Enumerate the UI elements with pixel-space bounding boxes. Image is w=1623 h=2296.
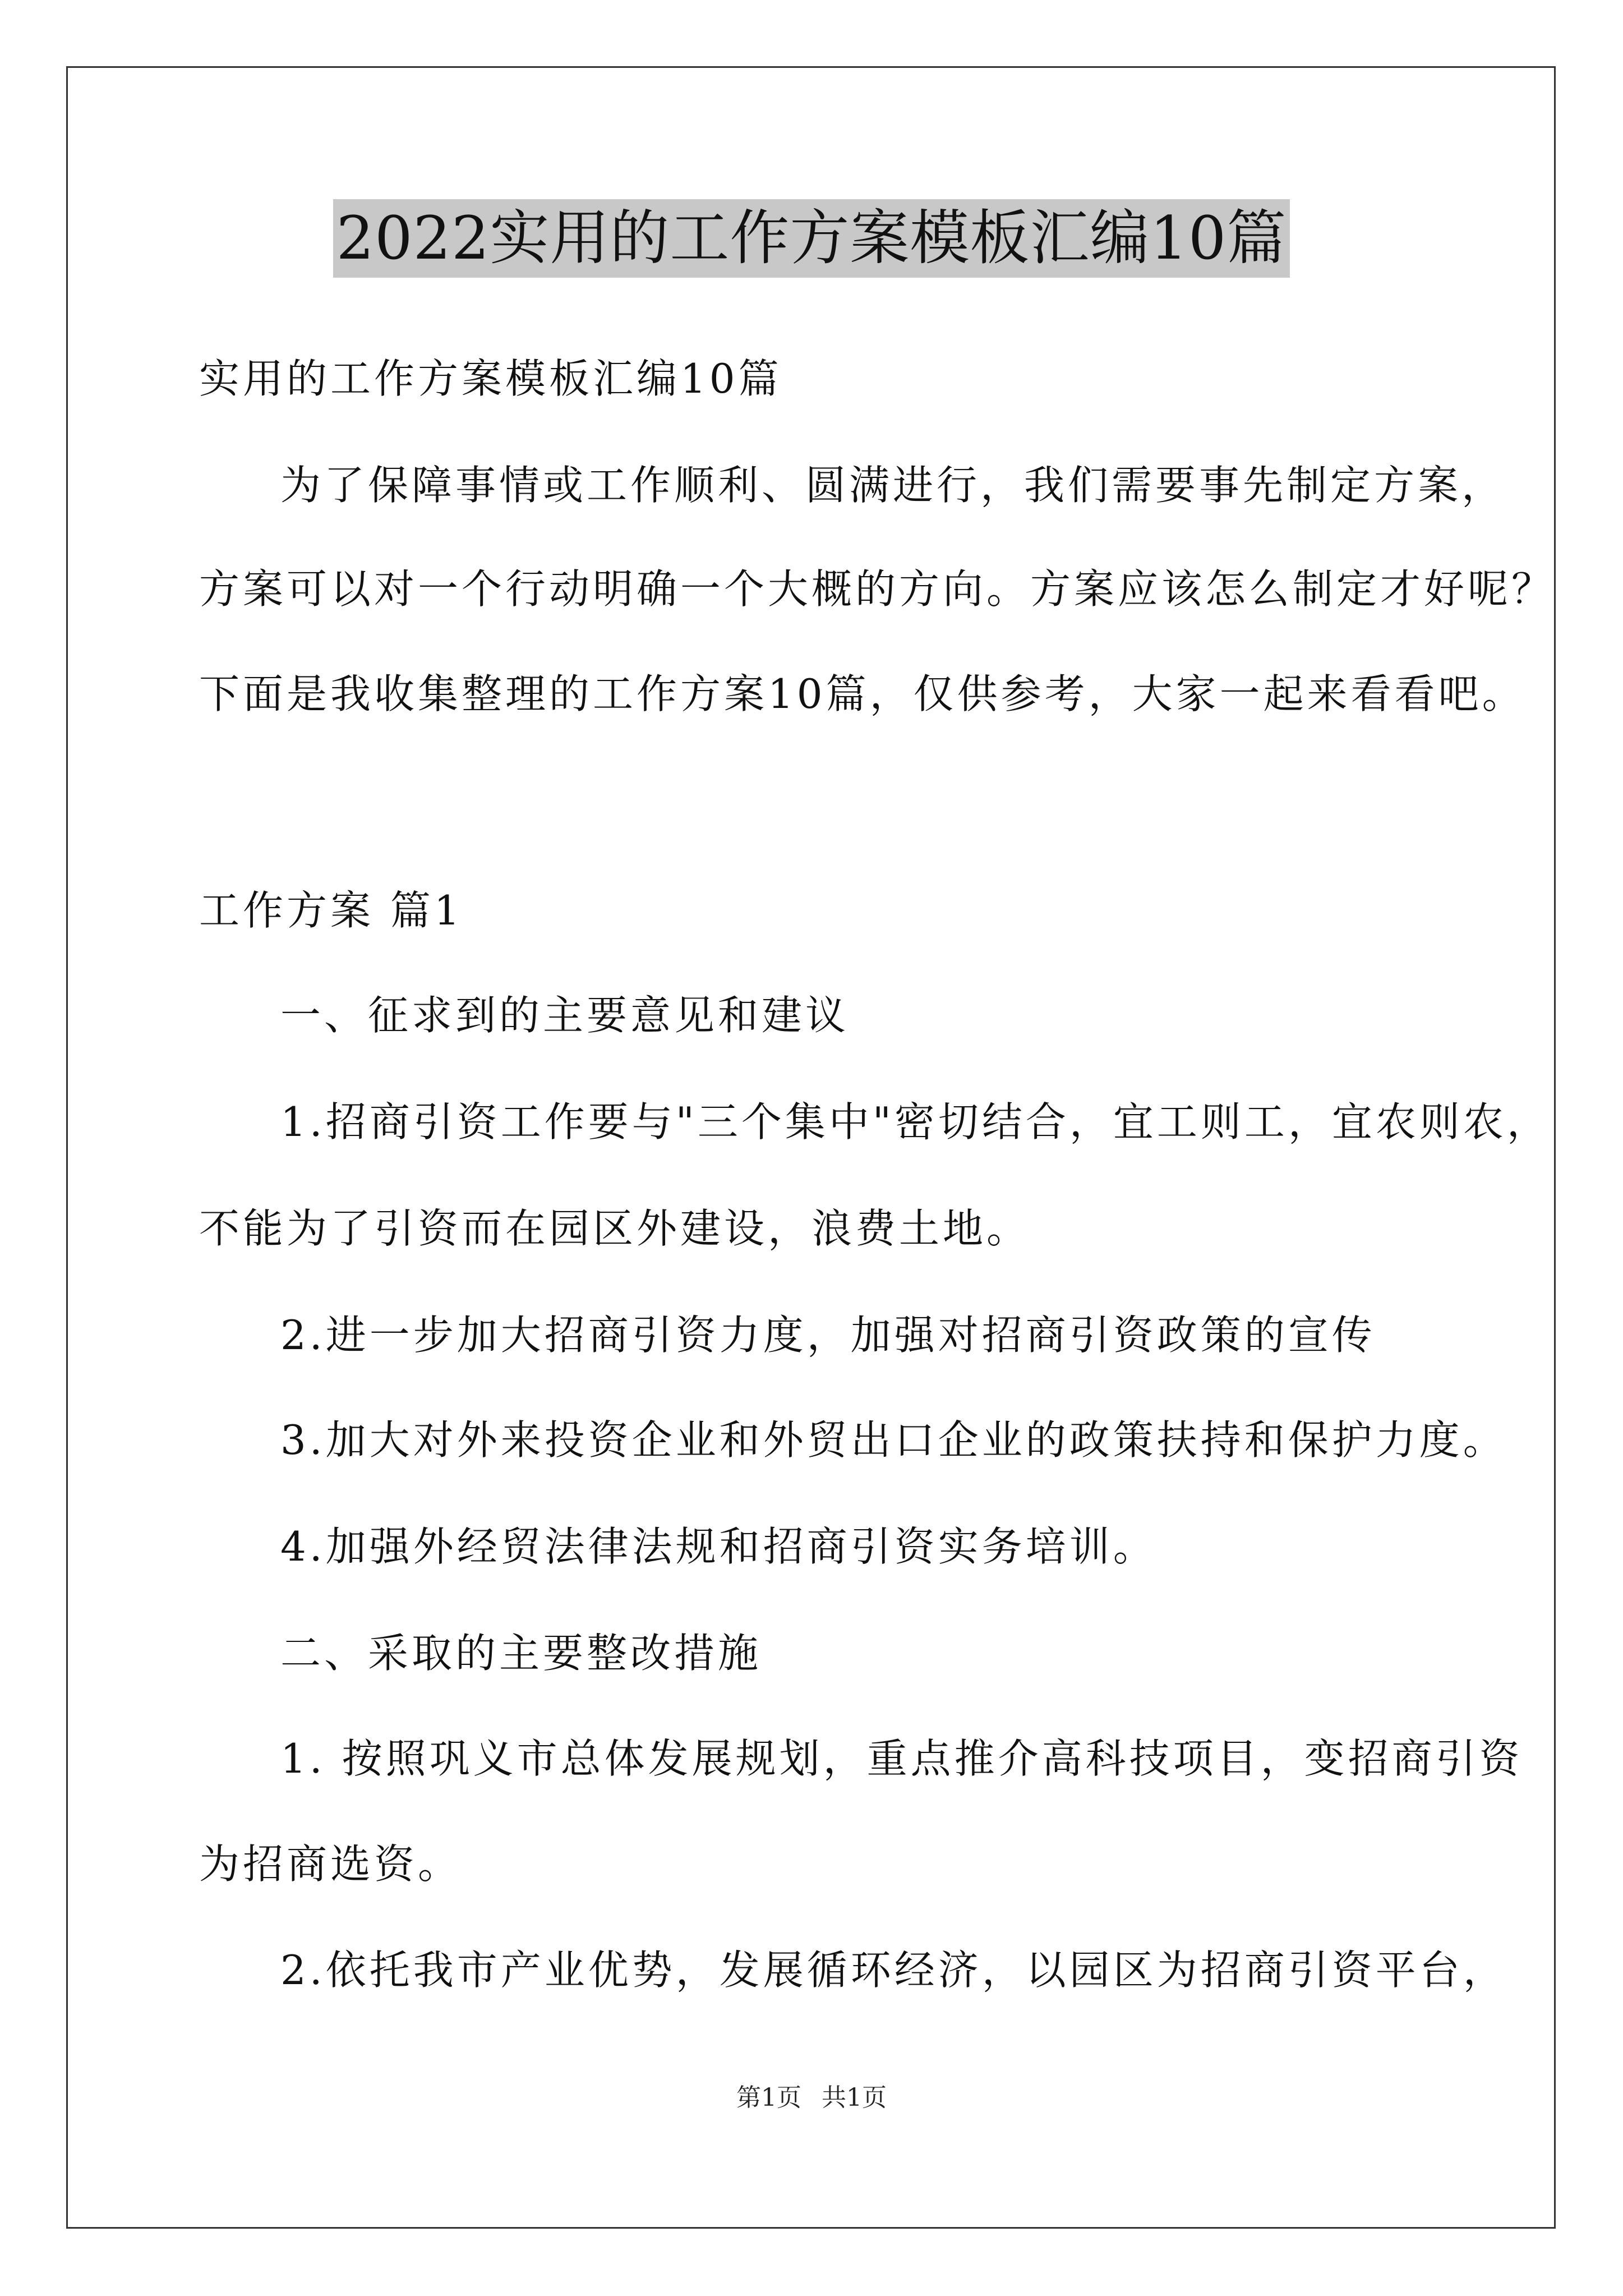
intro-line-1: 为了保障事情或工作顺利、圆满进行，我们需要事先制定方案， [280, 462, 1506, 509]
document-title: 2022实用的工作方案模板汇编10篇 [333, 199, 1290, 278]
paragraph-line: 2.进一步加大招商引资力度，加强对招商引资政策的宣传 [280, 1312, 1376, 1359]
page-total: 共1页 [822, 2083, 887, 2112]
intro-line-3: 下面是我收集整理的工作方案10篇，仅供参考，大家一起来看看吧。 [199, 670, 1526, 717]
paragraph-line: 不能为了引资而在园区外建设，浪费土地。 [199, 1205, 1031, 1252]
paragraph-line: 3.加大对外来投资企业和外贸出口企业的政策扶持和保护力度。 [280, 1416, 1507, 1464]
paragraph-line: 为招商选资。 [199, 1841, 462, 1888]
intro-line-2: 方案可以对一个行动明确一个大概的方向。方案应该怎么制定才好呢？ [199, 565, 1556, 613]
section-heading: 工作方案 篇1 [199, 887, 463, 934]
heading-opinions: 一、征求到的主要意见和建议 [280, 992, 850, 1039]
paragraph-line: 2.依托我市产业优势，发展循环经济，以园区为招商引资平台， [280, 1947, 1507, 1994]
title-wrap [0, 199, 1623, 278]
page-footer [0, 2081, 1623, 2115]
page-number: 第1页 [736, 2083, 801, 2112]
paragraph-line: 1. 按照巩义市总体发展规划，重点推介高科技项目，变招商引资 [280, 1735, 1523, 1782]
subtitle-line: 实用的工作方案模板汇编10篇 [199, 355, 782, 402]
paragraph-line: 4.加强外经贸法律法规和招商引资实务培训。 [280, 1523, 1157, 1570]
paragraph-line: 1.招商引资工作要与"三个集中"密切结合，宜工则工，宜农则农， [280, 1098, 1551, 1145]
heading-measures: 二、采取的主要整改措施 [280, 1630, 762, 1677]
